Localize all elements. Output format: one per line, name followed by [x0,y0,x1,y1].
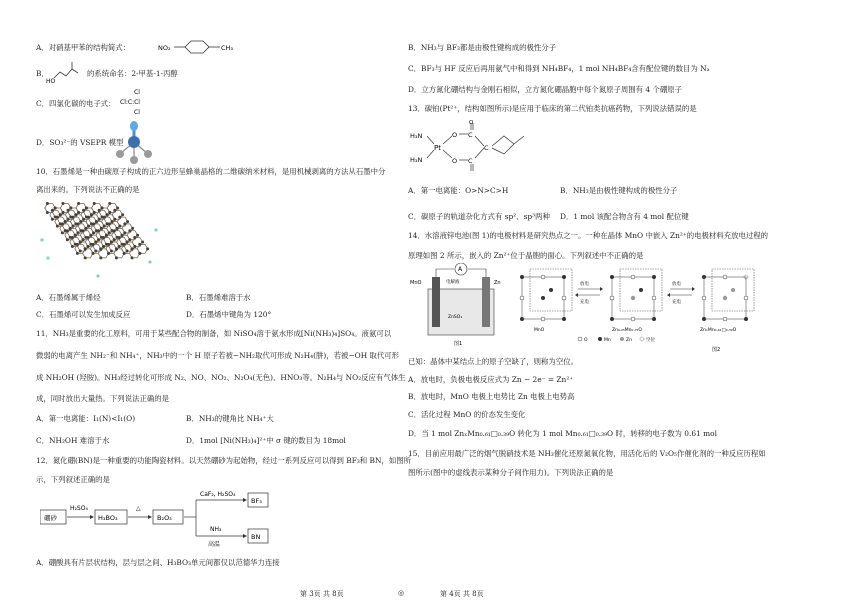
nitrotoluene-structure [158,39,244,55]
ccl4-electron-formula [120,86,160,118]
q9-option-a-text: A．对硝基甲苯的结构简式： [36,43,131,52]
legend-o: O [584,338,588,343]
q12-line2: 示，下列叙述正确的是 [36,475,110,484]
q14-option-c: C．活化过程 MnO 的价态发生变化 [408,410,526,419]
cell-znx [700,269,754,333]
nh3-bottom: H₃N [410,156,423,164]
q14-note: 已知：晶体中某结点上的原子空缺了，则称为空位。 [408,357,578,366]
cell3-label: ZnₓMn₀.₆₁□₀.₃₉O [700,328,737,333]
q10-option-d: D．石墨烯中键角为 120° [186,310,272,319]
ho-label: HO [46,78,56,85]
q13-option-a: A．第一电离能：O>N>C>H [408,186,509,195]
q14-option-d: D．当 1 mol ZnₓMn₀.₆₁□₀.₃₉O 转化为 1 mol Mn₀.₆₁□₀.₃₉O 时，转移的电子数为 0.61 mol [408,429,717,438]
q11-line1: 11．NH₃是重要的化工原料，可用于某些配合物的制备，如 NiSO₄溶于氨水形成[Ni(NH₃)₄]SO₄。液氨可以 [36,329,392,338]
flow-reagent-bottom: NH₃ [210,526,222,533]
legend-zn: Zn [626,338,632,343]
flow-mid2: B₂O₃ [157,514,172,522]
flow-start: 硼砂 [44,514,57,522]
cell-zn025 [610,269,662,333]
flow-heat: △ [136,505,141,512]
ch3-label: CH₃ [221,44,234,52]
q13-stem: 13．碳铂(Pt²⁺，结构如图所示)是应用于临床的第二代铂类抗癌药物，下列说法错误的是 [408,104,697,113]
q11-line2: 微弱的电离产生 NH₂⁻和 NH₄⁺，NH₃中的一个 H 原子若被−NH₂取代可形成 N₂H₄(肼)，若被−OH 取代可形 [36,351,400,360]
carboplatin-structure [410,120,550,172]
flow-product-top: BF₃ [251,497,262,505]
q13-option-c: C．碳原子的轨道杂化方式有 sp²、sp³两种 [408,212,550,221]
cl-c-cl: Cl:C:Cl [120,99,140,106]
legend-vacancy: 空位 [646,338,655,343]
cell2-label: Zn₀.₂₅Mn₀.₇₅O [612,328,642,333]
q12-option-c: C．BF₃与 HF 反应后再用氨气中和得到 NH₄BF₄，1 mol NH₄BF₄含有配位键的数目为 Nₐ [408,64,710,73]
page-footer-left: 第 3页 共 8页 [300,590,344,598]
vsepr-model-image [112,120,156,164]
q10-option-b: B．石墨烯难溶于水 [186,293,251,302]
electrolyte-formula: ZnSO₄ [448,315,463,320]
page-footer-right: 第 4页 共 8页 [440,590,484,598]
arrow1-label: 放电 [580,282,589,287]
o-atom-3: O [469,120,474,126]
q10-option-c: C．石墨烯可以发生加成反应 [36,310,131,319]
q9-option-b-prefix: B． [36,69,49,78]
q12-option-d: D．立方氮化硼结构与金刚石相似，立方氮化硼晶胞中每个氮原子周围有 4 个硼原子 [408,85,683,94]
q14-line1: 14．水溶液锌电池(图 1)的电极材料是研究热点之一。一种在晶体 MnO 中嵌入 Zn²⁺的电极材料充放电过程的 [408,231,769,240]
q13-option-d: D．1 mol 该配合物含有 4 mol 配位键 [560,212,689,221]
arrow2b-label: 充电 [672,300,681,305]
q11-option-a: A．第一电离能：I₁(N)<I₁(O) [36,414,136,423]
fig2-legend [578,336,655,343]
center-binding-mark: ◎ [398,589,405,597]
q11-option-c: C．NH₂OH 难溶于水 [36,436,110,445]
q11-option-b: B．NH₃的键角比 NH₄⁺大 [186,414,274,423]
zn-electrode-label: Zn [494,280,501,286]
cell-mno [520,269,572,333]
mno-electrode-label: MnO [410,280,422,286]
q12-line1: 12．氮化硼(BN)是一种重要的功能陶瓷材料。以天然硼砂为起始物，经过一系列反应可以得到 BF₃和 BN，如图所 [36,456,411,465]
fig2-caption: 图2 [712,347,721,353]
q14-option-a: A．放电时，负极电极反应式为 Zn − 2e⁻ = Zn²⁺ [408,375,574,384]
cl-top: Cl [134,89,140,96]
o-atom-1: O [452,131,458,139]
c-atom-2: C [468,157,473,165]
right-page [408,0,833,608]
q11-line4: 成，同时放出大量热。下列说法正确的是 [36,394,170,403]
c-atom-1: C [468,131,473,139]
q11-option-d: D．1mol [Ni(NH₃)₄]²⁺中 σ 键的数目为 18mol [186,436,346,445]
no2-label: NO₂ [158,44,171,52]
q11-line3: 成 NH₂OH (羟胺)。NH₃经过转化可形成 N₂、NO、NO₂、N₂O₄(无色)、HNO₃等。N₂H₄与 NO₂反应有气体生 [36,373,406,382]
o-atom-2: O [452,157,458,165]
q9-option-b: 的系统命名：2-甲基-1-丙醇 [87,69,178,78]
q9-option-a [36,42,130,53]
q12-option-b: B．NH₃与 BF₃都是由极性键构成的极性分子 [408,43,557,52]
q9-option-c: C．四氯化碳的电子式： [36,99,116,108]
q15-line1: 15．目前应用最广泛的烟气脱硝技术是 NH₃催化还原氮氧化物，用活化后的 V₂O₅作催化剂的一种反应历程如 [408,449,766,458]
flow-product-bottom: BN [251,533,261,541]
butanol-structure [46,61,86,85]
q10-option-a: A．石墨烯属于烯烃 [36,293,101,302]
ammeter-label: A [458,266,463,273]
arrow2-label: 放电 [672,282,681,287]
q13-option-b: B．NH₃是由极性键构成的极性分子 [560,186,678,195]
q14-line2: 原理如图 2 所示，嵌入的 Zn²⁺位于晶胞的面心。下列叙述中不正确的是 [408,251,644,260]
c-atom-center: C [484,144,489,152]
q10-stem-line2: 离出来的。下列说法不正确的是 [36,185,140,194]
flow-mid1: H₃BO₃ [98,514,118,522]
cell1-label: MnO [534,328,545,333]
fig2-crystal-cells [516,263,812,353]
flow-reagent-top: CaF₂, H₂SO₄ [200,491,236,498]
flow-cond-bottom: 高温 [208,541,221,548]
fig1-caption: 图1 [454,341,463,347]
bn-flowchart [40,488,270,550]
left-page [30,0,415,608]
q15-line2: 图所示(图中的虚线表示某种分子间作用力)。下列说法正确的是 [408,468,614,477]
arrow1b-label: 充电 [580,300,589,305]
electrolyte-label: 电解液 [446,280,460,285]
pt-atom: Pt [434,144,441,152]
q14-option-b: B．放电时，MnO 电极上电势比 Zn 电极上电势高 [408,392,575,401]
q10-stem-line1: 10．石墨烯是一种由碳原子构成的正六边形呈蜂巢晶格的二维碳纳米材料，是用机械剥离的方法从石墨中分 [36,167,386,176]
legend-mn: Mn [604,338,611,343]
fig1-zinc-battery [410,263,510,347]
flow-reagent1: H₂SO₄ [70,505,88,512]
cl-bottom: Cl [134,109,140,116]
q9-option-d: D．SO₃²⁻的 VSEPR 模型 [36,138,124,147]
q12-option-a: A．硼酸具有片层状结构，层与层之间、H₃BO₃单元间都仅以范德华力连接 [36,558,280,567]
nh3-top: H₃N [410,132,423,140]
graphene-image [38,200,168,280]
